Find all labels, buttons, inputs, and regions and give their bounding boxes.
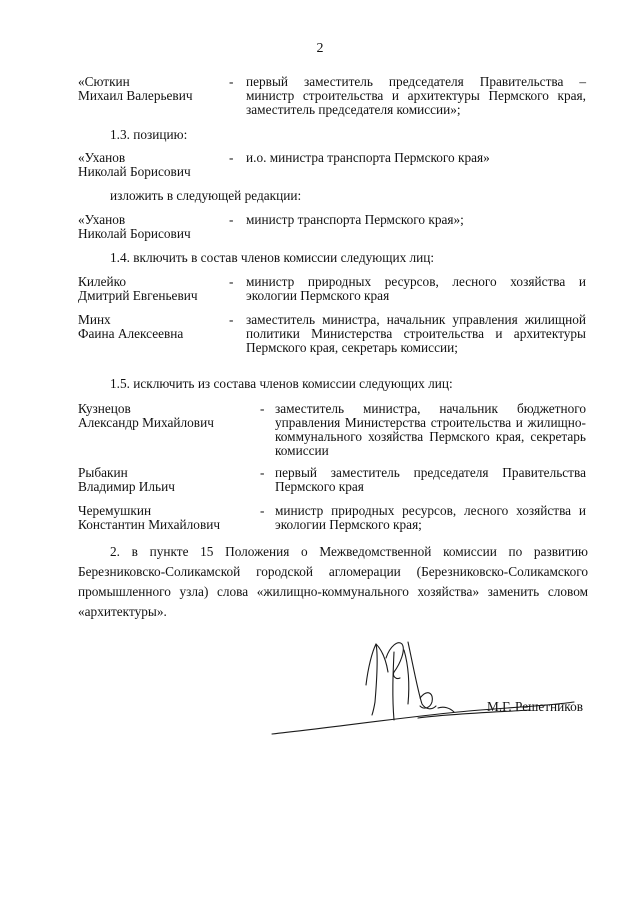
- member-name: «Уханов Николай Борисович: [78, 212, 191, 241]
- member-dash: -: [229, 74, 234, 89]
- clause-redaction: изложить в следующей редакции:: [110, 188, 302, 203]
- member-name: Килейко Дмитрий Евгеньевич: [78, 274, 198, 303]
- member-name: Черемушкин Константин Михайлович: [78, 503, 221, 532]
- clause-1-3: 1.3. позицию:: [110, 127, 188, 142]
- member-name: Рыбакин Владимир Ильич: [78, 465, 175, 494]
- signer-name: М.Г. Решетников: [487, 699, 583, 714]
- member-dash: -: [229, 212, 234, 227]
- member-name: Кузнецов Александр Михайлович: [78, 401, 214, 430]
- signature-image: [268, 630, 578, 740]
- member-name: «Сюткин Михаил Валерьевич: [78, 74, 193, 103]
- member-dash: -: [229, 150, 234, 165]
- member-position: министр природных ресурсов, лесного хозяйства и экологии Пермского края: [246, 274, 586, 303]
- page-number: 2: [316, 41, 324, 56]
- member-position: и.о. министра транспорта Пермского края»: [246, 150, 490, 165]
- clause-1-4: 1.4. включить в состав членов комиссии следующих лиц:: [110, 250, 435, 265]
- member-position: заместитель министра, начальник управления жилищной политики Министерства строительства и архитектуры Пермского края, секретарь комиссии;: [246, 312, 586, 355]
- member-dash: -: [260, 503, 265, 518]
- member-position: министр природных ресурсов, лесного хозяйства и экологии Пермского края;: [275, 503, 586, 532]
- member-dash: -: [229, 312, 234, 327]
- member-name: «Уханов Николай Борисович: [78, 150, 191, 179]
- member-dash: -: [229, 274, 234, 289]
- clause-1-5: 1.5. исключить из состава членов комиссии следующих лиц:: [110, 376, 453, 391]
- clause-2: 2. в пункте 15 Положения о Межведомственной комиссии по развитию Березниковско-Соликамской городской агломерации (Березниковско-Соликамского промышленного узла) слова «жилищно-коммунального хозяйства» заменить словом «архитектуры».: [78, 544, 588, 619]
- member-position: первый заместитель председателя Правительства – министр строительства и архитектуры Пермского края, заместитель председателя комиссии»;: [246, 74, 586, 117]
- member-position: заместитель министра, начальник бюджетного управления Министерства строительства и жилищно-коммунального хозяйства Пермского края, секретарь комиссии: [275, 401, 586, 458]
- member-dash: -: [260, 401, 265, 416]
- member-name: Минх Фаина Алексеевна: [78, 312, 184, 341]
- member-position: министр транспорта Пермского края»;: [246, 212, 464, 227]
- member-position: первый заместитель председателя Правительства Пермского края: [275, 465, 586, 494]
- member-dash: -: [260, 465, 265, 480]
